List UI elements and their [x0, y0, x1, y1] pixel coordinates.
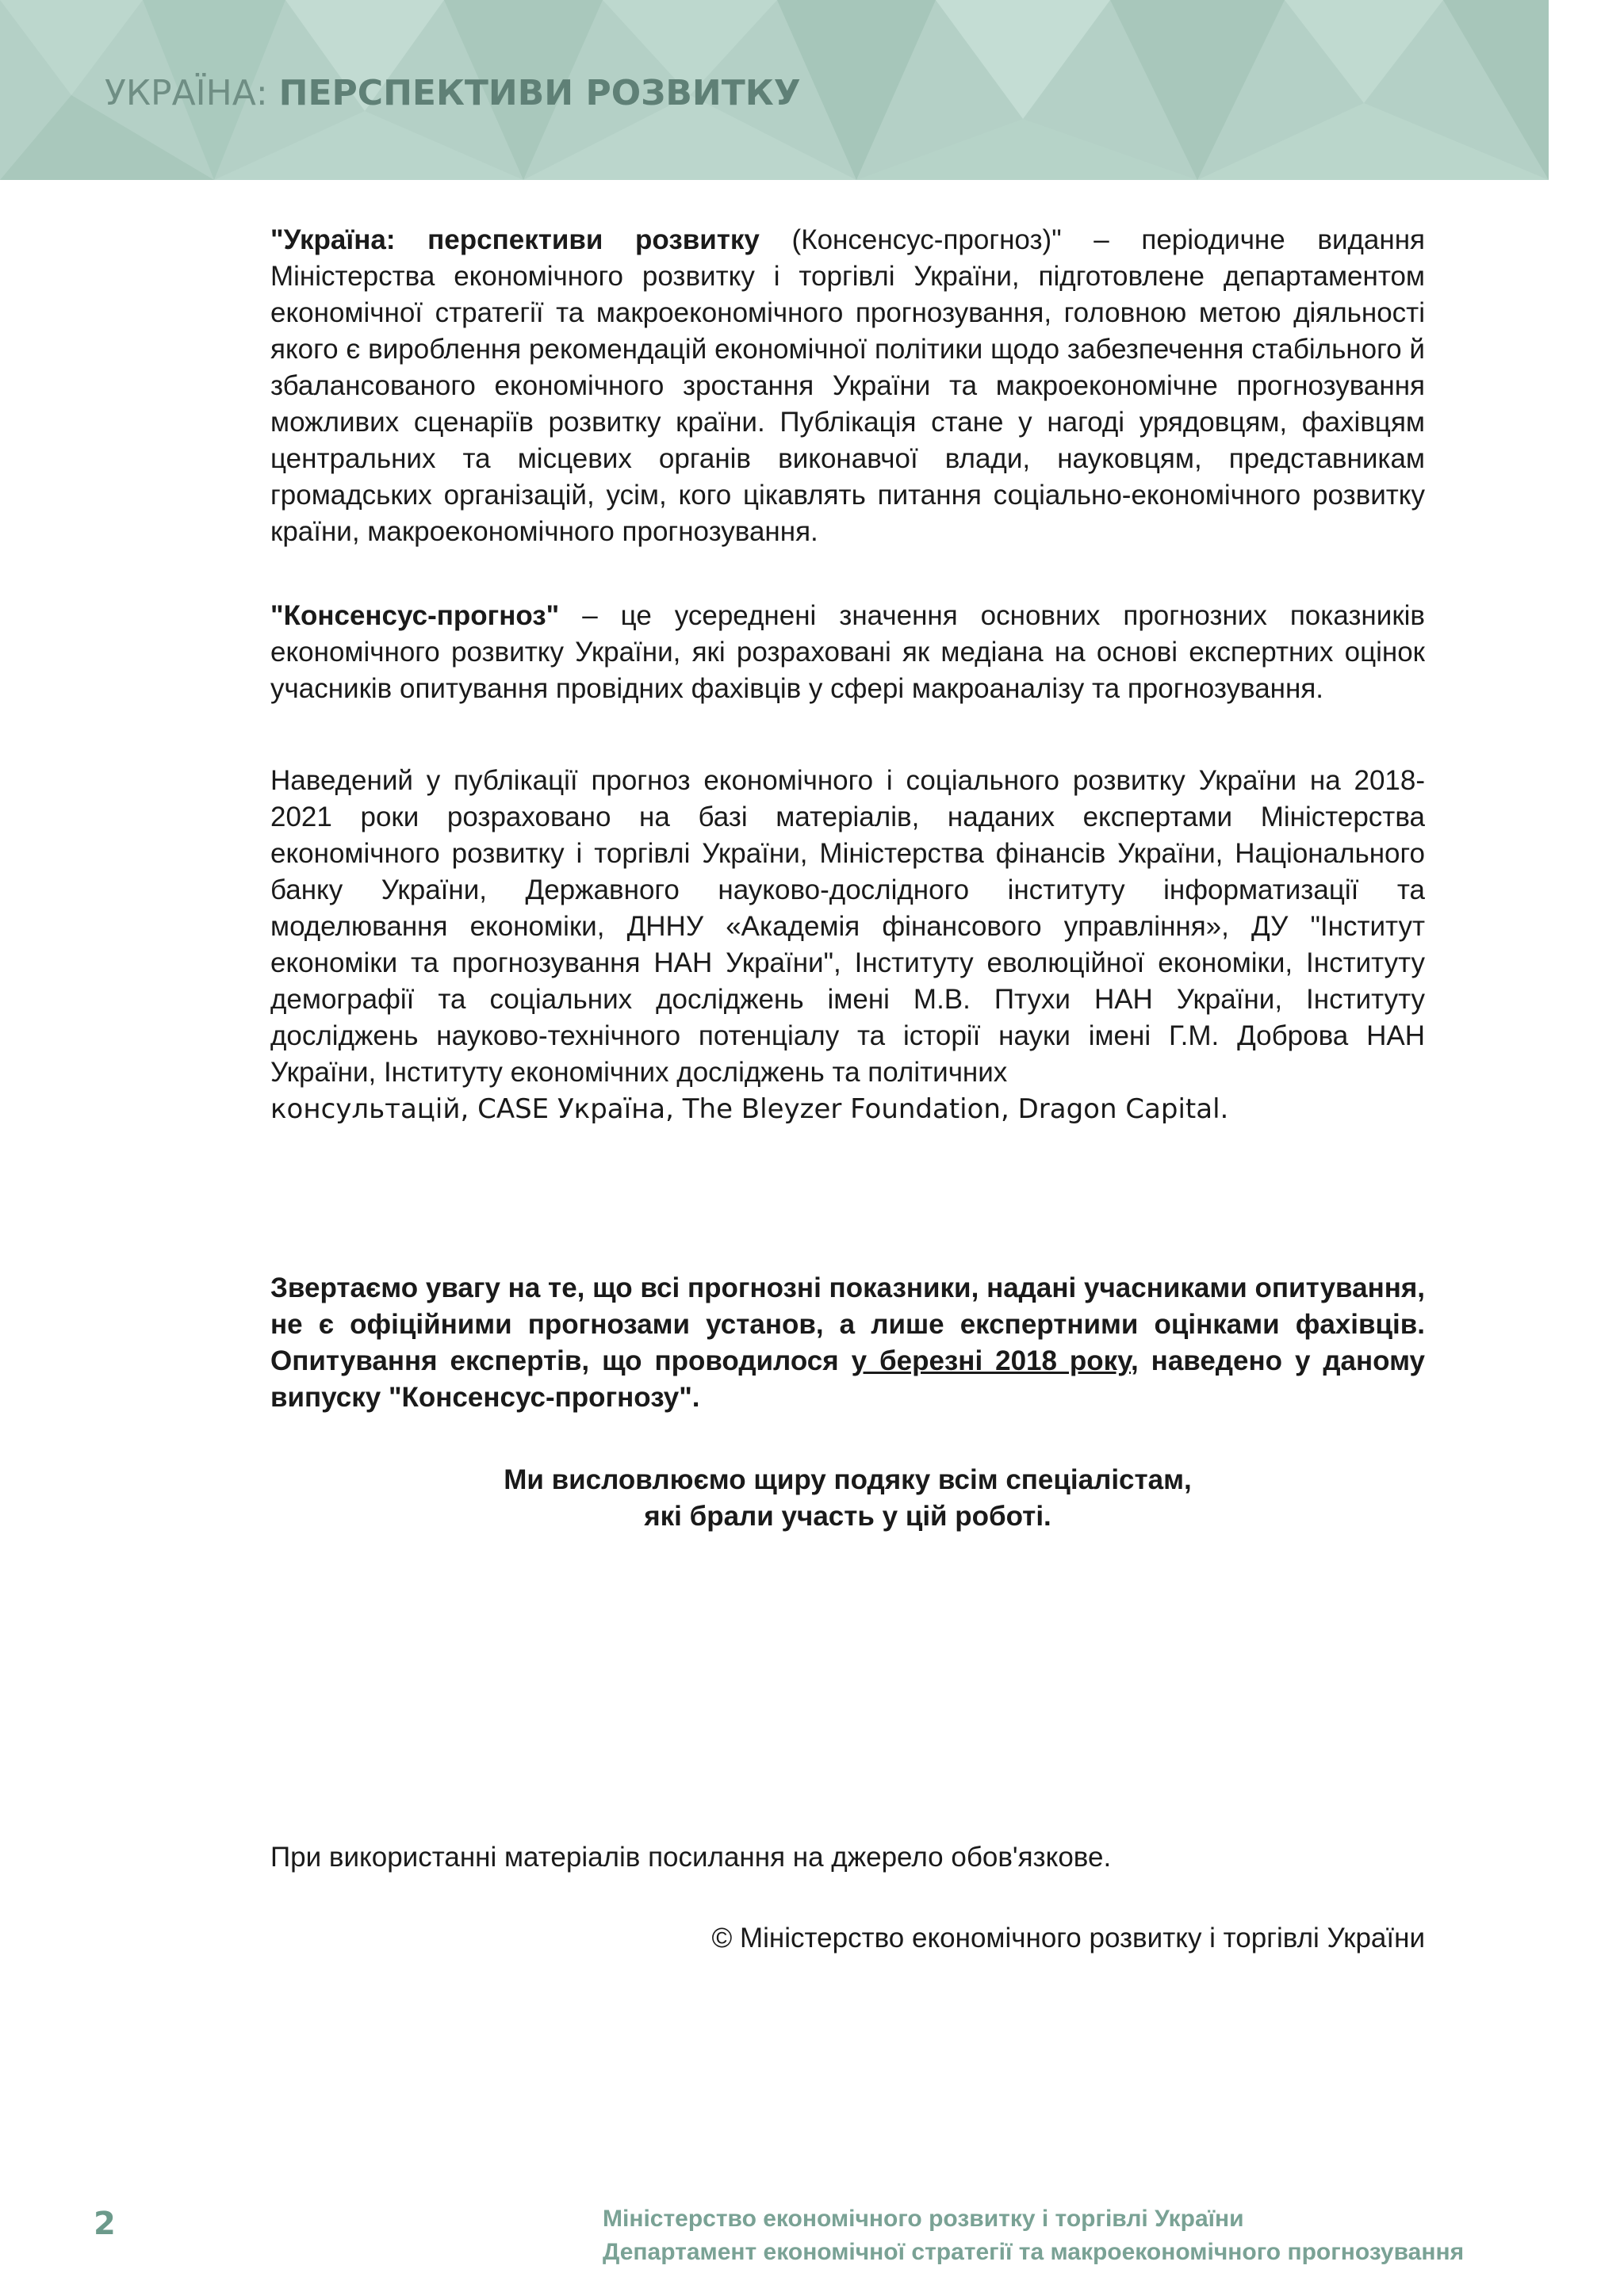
header-title-light: УКРАЇНА: [105, 73, 279, 113]
footer-ministry: Міністерство економічного розвитку і торгівлі України [603, 2206, 1244, 2232]
consensus-definition-paragraph [270, 598, 1425, 707]
thanks-note [270, 1462, 1425, 1535]
usage-note: При використанні матеріалів посилання на джерело обов'язкове. [270, 1842, 1112, 1873]
thanks-line-1: Ми висловлюємо щиру подяку всім спеціалістам, [504, 1464, 1192, 1495]
intro-paragraph [270, 222, 1425, 550]
main-content [270, 222, 1425, 1535]
page-number: 2 [94, 2206, 116, 2242]
notice-paragraph [270, 1270, 1425, 1416]
footer [603, 2202, 1464, 2269]
notice-text-part2: , наведено у даному випуску "Консенсус-прогнозу". [270, 1345, 1425, 1413]
intro-bold-title: "Україна: перспективи розвитку [270, 224, 760, 255]
copyright-note: © Міністерство економічного розвитку і торгівлі України [711, 1923, 1425, 1954]
header-title [105, 73, 801, 113]
header-band [0, 0, 1549, 180]
notice-date-underlined: у березні 2018 року [851, 1345, 1132, 1376]
sources-last-line: консультацій, CASE Україна, The Bleyzer Foundation, Dragon Capital. [270, 1093, 1229, 1125]
consensus-bold-term: "Консенсус-прогноз" [270, 600, 560, 631]
header-title-bold: ПЕРСПЕКТИВИ РОЗВИТКУ [278, 73, 801, 113]
intro-text: (Консенсус-прогноз)" – періодичне видання Міністерства економічного розвитку і торгівлі України, підготовлене департаментом економічної стратегії та макроекономічного прогнозування, головною метою діяльності якого є вироблення рекомендацій економічної політики щодо забезпечення стабільного й збалансованого економічного зростання України та макроекономічне прогнозування можливих сценаріїв розвитку країни. Публікація стане у нагоді урядовцям, фахівцям центральних та місцевих органів виконавчої влади, науковцям, представникам громадських організацій, усім, кого цікавлять питання соціально-економічного розвитку країни, макроекономічного прогнозування. [270, 224, 1426, 547]
thanks-line-2: які брали участь у цій роботі. [644, 1501, 1051, 1532]
footer-department: Департамент економічної стратегії та макроекономічного прогнозування [603, 2239, 1465, 2265]
sources-paragraph [270, 763, 1425, 1127]
sources-text: Наведений у публікації прогноз економічного і соціального розвитку України на 2018-2021 роки розраховано на базі матеріалів, наданих експертами Міністерства економічного розвитку і торгівлі України, Міністерства фінансів України, Національного банку України, Державного науково-дослідного інституту інформатизації та моделювання економіки, ДННУ «Академія фінансового управління», ДУ "Інститут економіки та прогнозування НАН України", Інституту еволюційної економіки, Інституту демографії та соціальних досліджень імені М.В. Птухи НАН України, Інституту досліджень науково-технічного потенціалу та історії науки імені Г.М. Доброва НАН України, Інституту економічних досліджень та політичних [270, 765, 1425, 1088]
notice-text-part1: Звертаємо увагу на те, що всі прогнозні показники, надані учасниками опитування, не є офіційними прогнозами установ, а лише експертними оцінками фахівців. Опитування експертів, що проводилося [270, 1272, 1425, 1376]
consensus-definition-text: – це усереднені значення основних прогнозних показників економічного розвитку України, які розраховані як медіана на основі експертних оцінок учасників опитування провідних фахівців у сфері макроаналізу та прогнозування. [270, 600, 1425, 704]
